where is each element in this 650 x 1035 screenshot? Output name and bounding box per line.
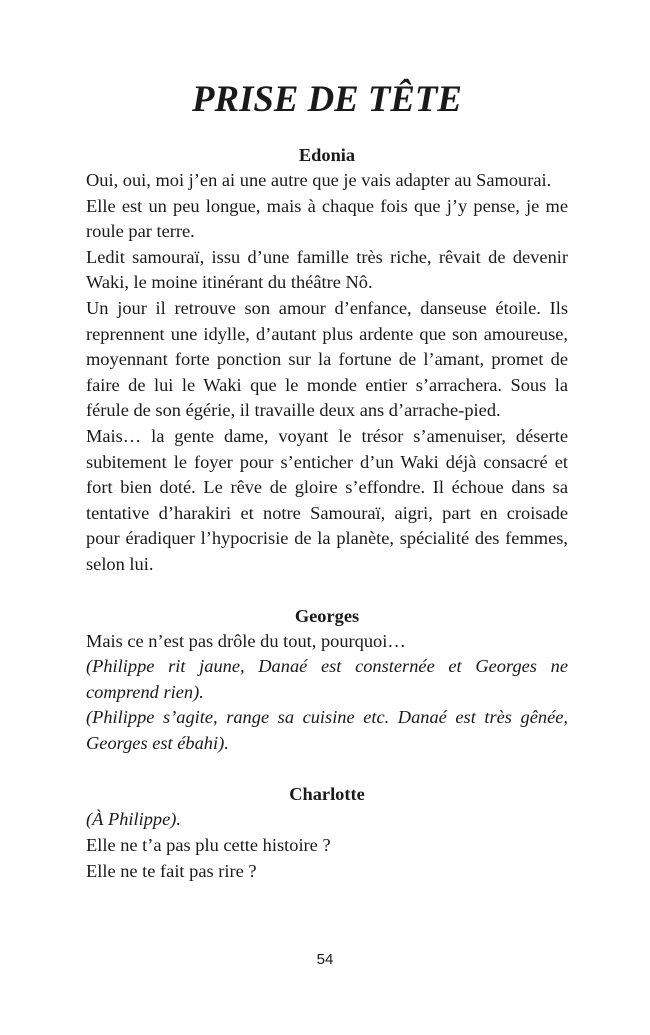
stage-direction: (À Philippe).	[86, 809, 181, 830]
spacer	[86, 756, 568, 781]
speaker-name: Georges	[294, 605, 360, 626]
dialogue-block-edonia	[86, 142, 568, 578]
page-title: PRISE DE TÊTE	[192, 78, 462, 119]
stage-direction: (Philippe rit jaune, Danaé est consternée et Georges ne comprend rien).	[86, 656, 568, 702]
speaker-name: Charlotte	[289, 784, 365, 805]
page-number: 54	[316, 951, 334, 968]
dialogue-line: Elle ne te fait pas rire ?	[86, 860, 257, 881]
dialogue-line: Mais… la gente dame, voyant le trésor s’amenuiser, déserte subitement le foyer pour s’enticher d’un Waki déjà consacré et fort bien doté. Le rêve de gloire s’effondre. Il échoue dans sa tentative d’harakiri et notre Samouraï, aigri, part en croisade pour éradiquer l’hypocrisie de la planète, spécialité des femmes, selon lui.	[86, 425, 568, 574]
stage-direction: (Philippe s’agite, range sa cuisine etc. Danaé est très gênée, Georges est ébahi).	[86, 707, 568, 753]
dialogue-line: Oui, oui, moi j’en ai une autre que je vais adapter au Samourai.	[86, 170, 552, 190]
dialogue-block-georges	[86, 603, 568, 757]
dialogue-line: Ledit samouraï, issu d’une famille très riche, rêvait de devenir Waki, le moine itinérant du théâtre Nô.	[86, 246, 568, 293]
dialogue-line: Un jour il retrouve son amour d’enfance, danseuse étoile. Ils reprennent une idylle, d’autant plus ardente que son amoureuse, moyennant forte ponction sur la fortune de l’amant, promet de faire de lui le Waki que le monde entier s’arrachera. Sous la férule de son égérie, il travaille deux ans d’arrache-pied.	[86, 297, 568, 421]
dialogue-line: Elle est un peu longue, mais à chaque fois que j’y pense, je me roule par terre.	[86, 195, 568, 242]
speaker-name: Edonia	[298, 145, 356, 165]
dialogue-line: Elle ne t’a pas plu cette histoire ?	[86, 835, 331, 856]
spacer	[86, 578, 568, 603]
book-page	[86, 78, 568, 884]
dialogue-line: Mais ce n’est pas drôle du tout, pourquoi…	[86, 630, 406, 651]
dialogue-block-charlotte	[86, 781, 568, 884]
